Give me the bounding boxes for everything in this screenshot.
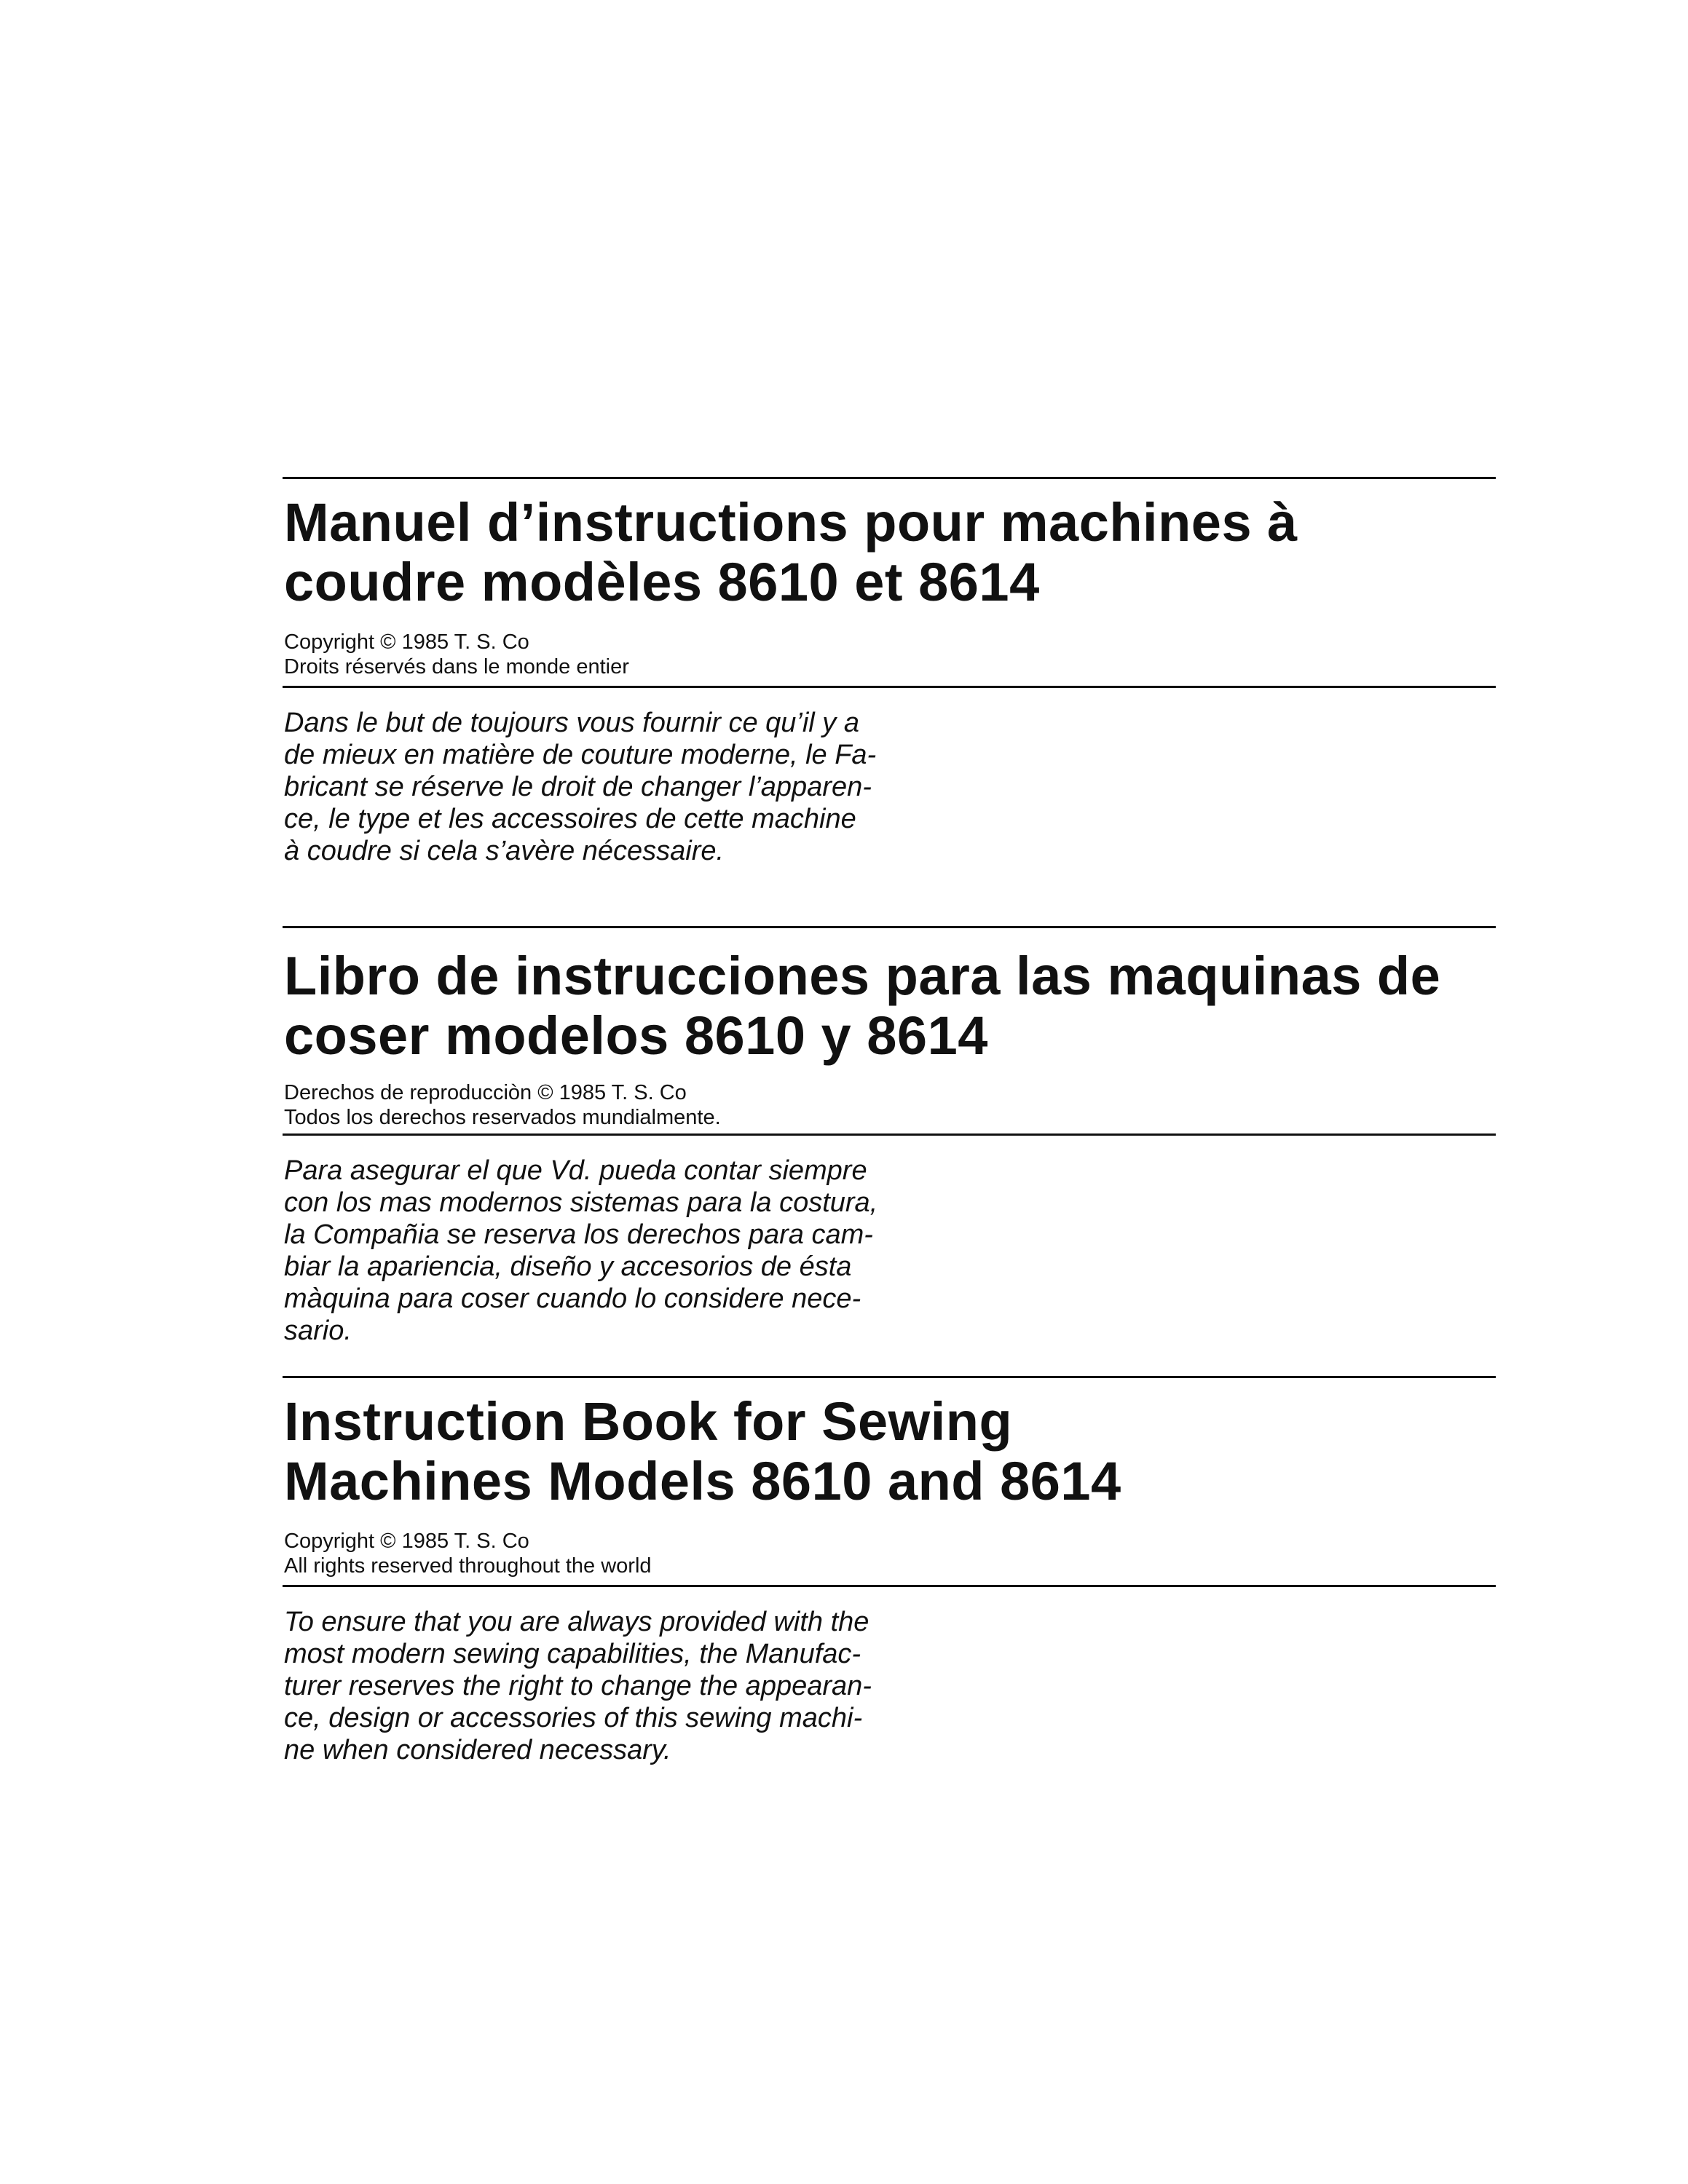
- section-divider-rule: [283, 686, 1496, 688]
- copyright-notice: Derechos de reproducciòn © 1985 T. S. Co Todos los derechos reservados mundialmente.: [284, 1081, 721, 1129]
- manufacturer-notice: Para asegurar el que Vd. pueda contar siempre con los mas modernos sistemas para la costura, la Compañia se reserva los derechos para cam- biar la apariencia, diseño y accesorios de ésta màquina para coser cuando lo considere nece- sario.: [284, 1155, 878, 1346]
- section-title: Libro de instrucciones para las maquinas de coser modelos 8610 y 8614: [284, 946, 1441, 1066]
- section-divider-rule: [283, 1585, 1496, 1587]
- section-top-rule: [283, 477, 1496, 479]
- copyright-notice: Copyright © 1985 T. S. Co All rights reserved throughout the world: [284, 1530, 652, 1578]
- copyright-notice: Copyright © 1985 T. S. Co Droits réservés dans le monde entier: [284, 630, 629, 678]
- section-top-rule: [283, 926, 1496, 928]
- section-title: Manuel d’instructions pour machines à coudre modèles 8610 et 8614: [284, 492, 1298, 612]
- section-divider-rule: [283, 1133, 1496, 1136]
- manufacturer-notice: To ensure that you are always provided with the most modern sewing capabilities, the Manufac- turer reserves the right to change the appearan- ce, design or accessories of this sewing machi- ne when considered necessary.: [284, 1607, 872, 1765]
- section-title: Instruction Book for Sewing Machines Models 8610 and 8614: [284, 1391, 1121, 1511]
- section-top-rule: [283, 1376, 1496, 1378]
- manufacturer-notice: Dans le but de toujours vous fournir ce qu’il y a de mieux en matière de couture moderne, le Fa- bricant se réserve le droit de changer l’apparen- ce, le type et les accessoires de cette machine à coudre si cela s’avère nécessaire.: [284, 708, 877, 866]
